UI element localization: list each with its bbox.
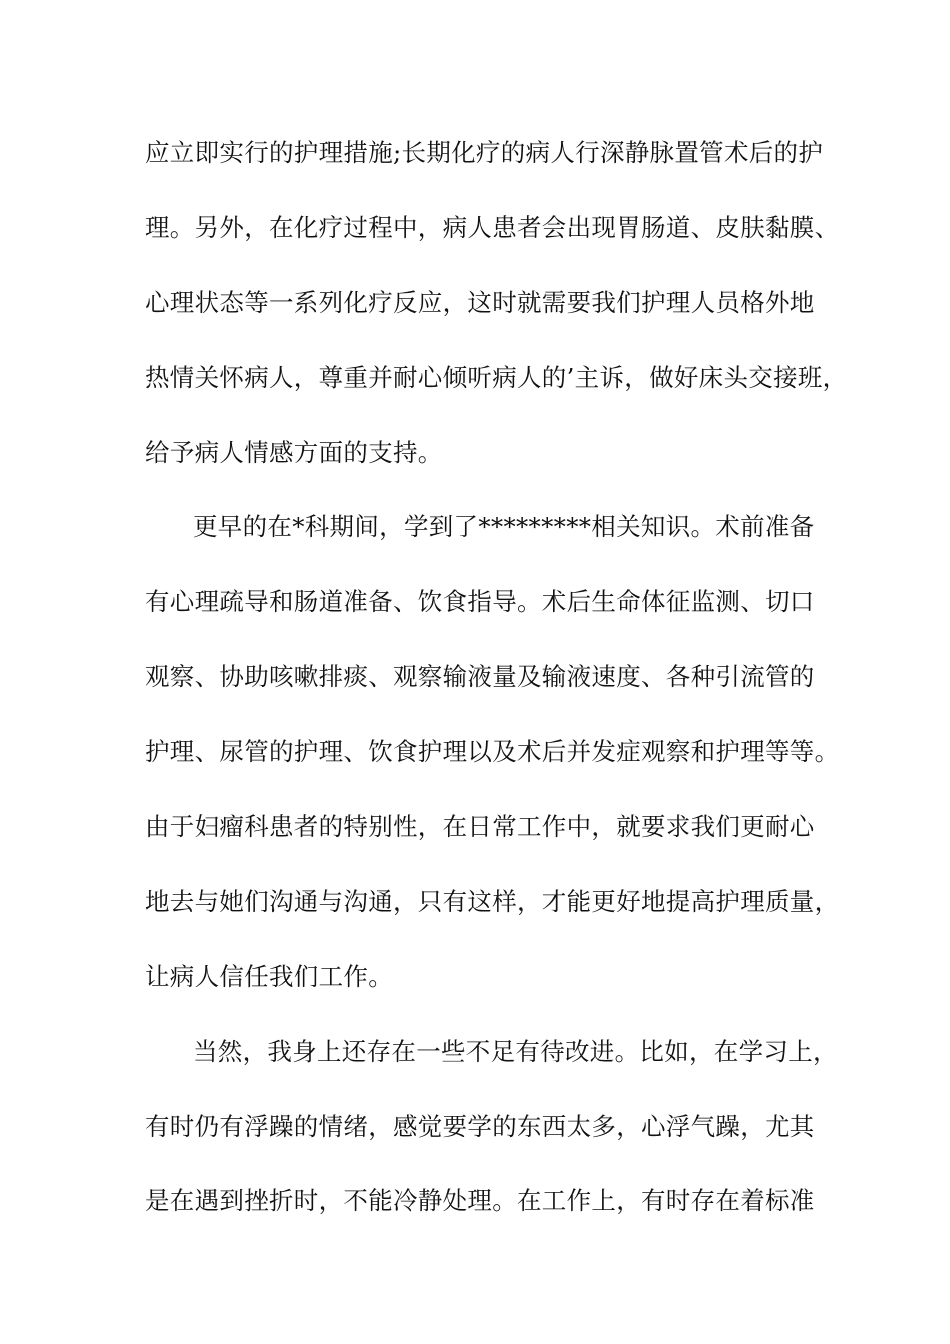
text-line: 由于妇瘤科患者的特别性，在日常工作中，就要求我们更耐心 [145,812,815,842]
text-line: 观察、协助咳嗽排痰、观察输液量及输液速度、各种引流管的 [145,662,815,692]
text-line: 让病人信任我们工作。 [145,961,393,991]
text-line: 应立即实行的护理措施;长期化疗的病人行深静脉置管术后的护 [145,138,824,167]
paragraph-start-line: 当然，我身上还存在一些不足有待改进。比如，在学习上， [193,1036,838,1066]
text-line: 理。另外，在化疗过程中，病人患者会出现胃肠道、皮肤黏膜、 [145,212,840,242]
text-line: 有心理疏导和肠道准备、饮食指导。术后生命体征监测、切口 [145,587,815,617]
text-line: 心理状态等一系列化疗反应，这时就需要我们护理人员格外地 [145,287,815,317]
text-line: 护理、尿管的护理、饮食护理以及术后并发症观察和护理等等。 [145,737,840,767]
text-line: 地去与她们沟通与沟通，只有这样，才能更好地提高护理质量， [145,886,840,916]
text-line: 热情关怀病人，尊重并耐心倾听病人的’主诉，做好床头交接班， [145,362,848,392]
text-line: 有时仍有浮躁的情绪，感觉要学的东西太多，心浮气躁，尤其 [145,1111,815,1141]
paragraph-start-line: 更早的在*科期间，学到了*********相关知识。术前准备 [193,512,815,542]
text-line: 是在遇到挫折时，不能冷静处理。在工作上，有时存在着标准 [145,1186,815,1216]
body-text [145,126,848,1249]
text-line: 给予病人情感方面的支持。 [145,437,443,467]
